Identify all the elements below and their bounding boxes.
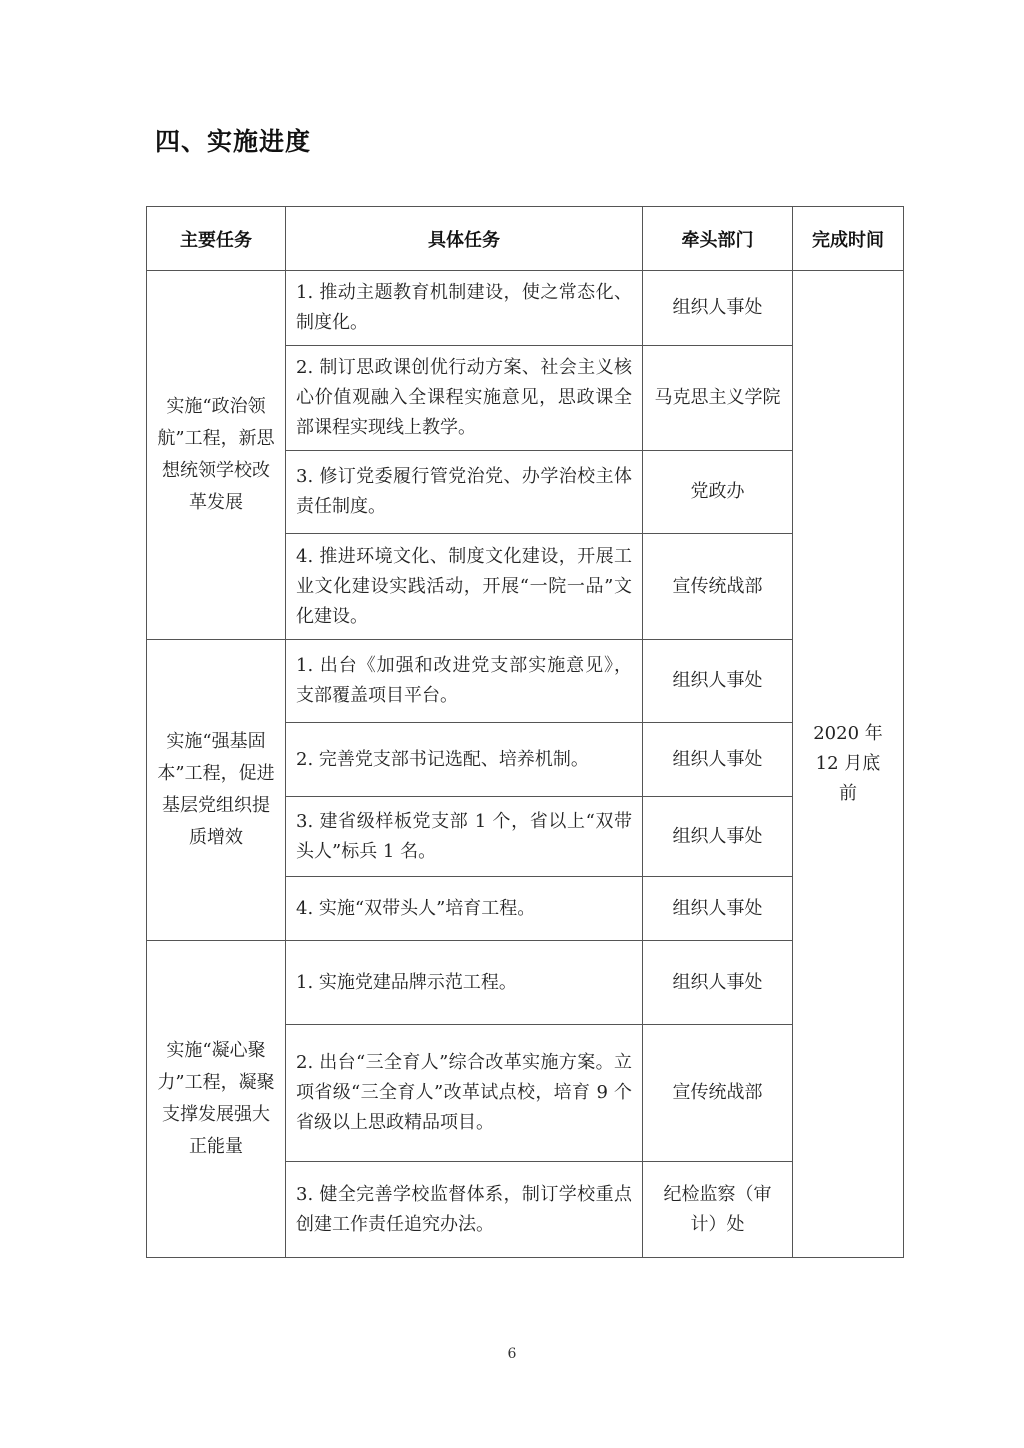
specific-task-cell: 1. 推动主题教育机制建设，使之常态化、制度化。: [286, 271, 643, 346]
table-header-row: [147, 207, 904, 271]
header-completion-time: 完成时间: [793, 207, 904, 271]
main-task-cell: 实施“政治领航”工程，新思想统领学校改革发展: [147, 271, 286, 640]
specific-task-cell: 1. 出台《加强和改进党支部实施意见》，支部覆盖项目平台。: [286, 640, 643, 723]
lead-department-cell: 组织人事处: [643, 797, 793, 877]
specific-task-cell: 3. 建省级样板党支部 1 个，省以上“双带头人”标兵 1 名。: [286, 797, 643, 877]
specific-task-cell: 2. 完善党支部书记选配、培养机制。: [286, 723, 643, 797]
specific-task-cell: 1. 实施党建品牌示范工程。: [286, 941, 643, 1025]
lead-department-cell: 组织人事处: [643, 640, 793, 723]
completion-time-text: 2020 年 12 月底前: [813, 723, 883, 804]
lead-department-cell: 组织人事处: [643, 723, 793, 797]
specific-task-cell: 3. 修订党委履行管党治党、办学治校主体责任制度。: [286, 451, 643, 534]
lead-department-cell: 宣传统战部: [643, 534, 793, 640]
lead-department-cell: 纪检监察（审计）处: [643, 1162, 793, 1258]
header-specific-task: 具体任务: [286, 207, 643, 271]
lead-department-cell: 宣传统战部: [643, 1025, 793, 1162]
table-row: [147, 941, 904, 1025]
section-heading: 四、实施进度: [155, 127, 312, 156]
specific-task-cell: 2. 制订思政课创优行动方案、社会主义核心价值观融入全课程实施意见，思政课全部课程实现线上教学。: [286, 346, 643, 451]
main-task-cell: 实施“强基固本”工程，促进基层党组织提质增效: [147, 640, 286, 941]
lead-department-cell: 组织人事处: [643, 271, 793, 346]
table-row: [147, 271, 904, 346]
specific-task-cell: 4. 推进环境文化、制度文化建设，开展工业文化建设实践活动，开展“一院一品”文化建设。: [286, 534, 643, 640]
main-task-cell: 实施“凝心聚力”工程，凝聚支撑发展强大正能量: [147, 941, 286, 1258]
lead-department-cell: 组织人事处: [643, 941, 793, 1025]
header-main-task: 主要任务: [147, 207, 286, 271]
specific-task-cell: 2. 出台“三全育人”综合改革实施方案。立项省级“三全育人”改革试点校，培育 9 个省级以上思政精品项目。: [286, 1025, 643, 1162]
lead-department-cell: 马克思主义学院: [643, 346, 793, 451]
specific-task-cell: 4. 实施“双带头人”培育工程。: [286, 877, 643, 941]
page-number: 6: [507, 1346, 517, 1362]
lead-department-cell: 组织人事处: [643, 877, 793, 941]
header-lead-department: 牵头部门: [643, 207, 793, 271]
specific-task-cell: 3. 健全完善学校监督体系，制订学校重点创建工作责任追究办法。: [286, 1162, 643, 1258]
completion-time-cell: [793, 271, 904, 1258]
implementation-schedule-table: [146, 206, 904, 1258]
table-row: [147, 640, 904, 723]
lead-department-cell: 党政办: [643, 451, 793, 534]
